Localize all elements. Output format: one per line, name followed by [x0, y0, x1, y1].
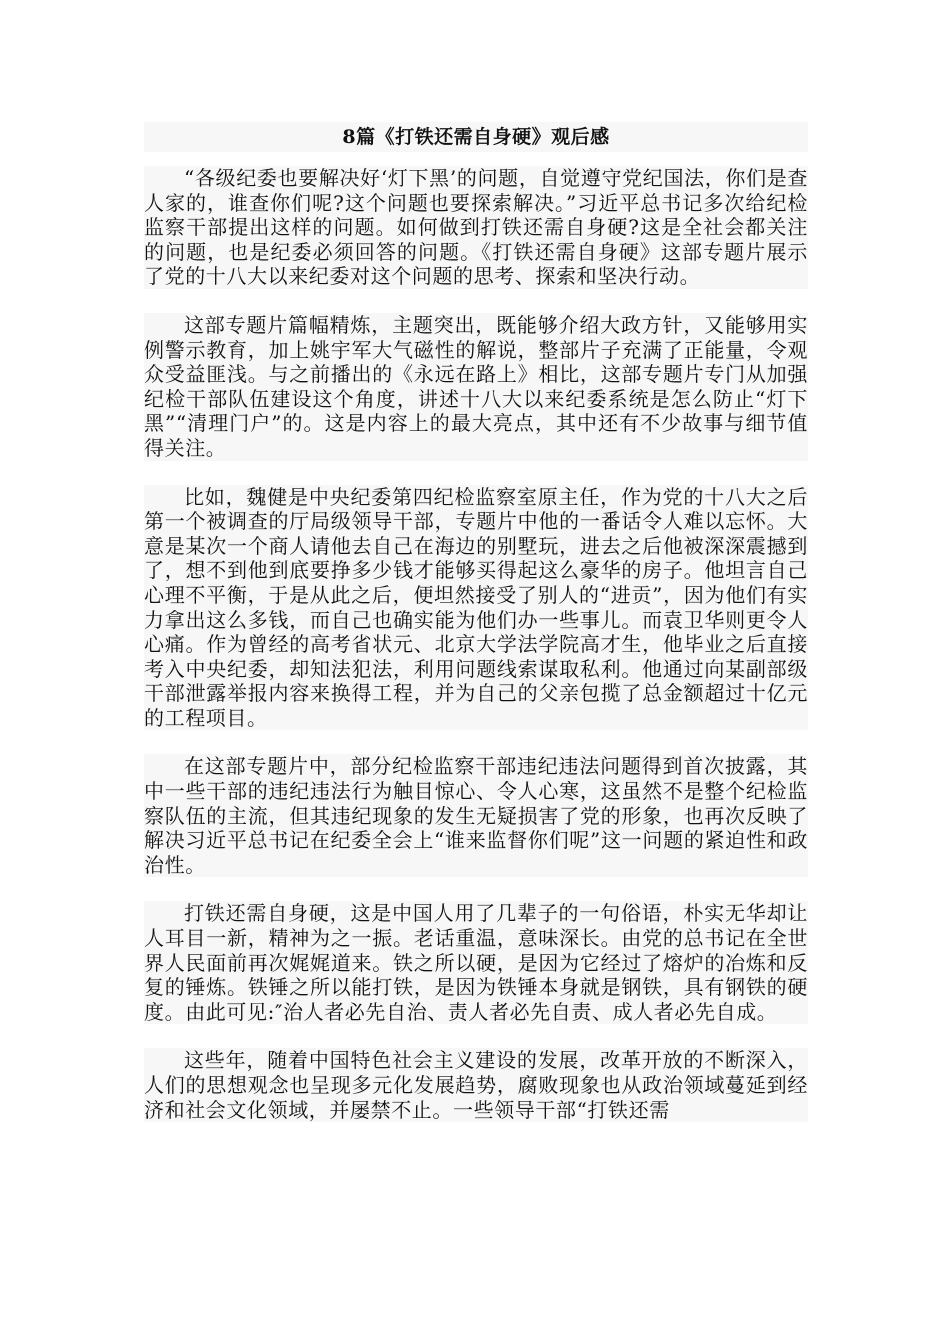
paragraph-6: 这些年，随着中国特色社会主义建设的发展，改革开放的不断深入，人们的思想观念也呈现多元化发展趋势，腐败现象也从政治领域蔓延到经济和社会文化领域，并屡禁不止。一些领导干部“打铁还需 — [144, 1048, 808, 1122]
paragraph-5: 打铁还需自身硬，这是中国人用了几辈子的一句俗语，朴实无华却让人耳目一新，精神为之一振。老话重温，意味深长。由党的总书记在全世界人民面前再次娓娓道来。铁之所以硬，是因为它经过了熔炉的冶炼和反复的锤炼。铁锤之所以能打铁，是因为铁锤本身就是钢铁，具有钢铁的硬度。由此可见:″治人者必先自治、责人者必先自责、成人者必先自成。 — [144, 901, 808, 1024]
paragraph-3: 比如，魏健是中央纪委第四纪检监察室原主任，作为党的十八大之后第一个被调查的厅局级领导干部，专题片中他的一番话令人难以忘怀。大意是某次一个商人请他去自己在海边的别墅玩，进去之后他被深深震撼到了，想不到他到底要挣多少钱才能够买得起这么豪华的房子。他坦言自己心理不平衡，于是从此之后，便坦然接受了别人的“进贡”，因为他们有实力拿出这么多钱，而自己也确实能为他们办一些事儿。而袁卫华则更令人心痛。作为曾经的高考省状元、北京大学法学院高才生，他毕业之后直接考入中央纪委，却知法犯法，利用问题线索谋取私利。他通过向某副部级干部泄露举报内容来换得工程，并为自己的父亲包揽了总金额超过十亿元的工程项目。 — [144, 484, 808, 730]
paragraph-1: “各级纪委也要解决好‘灯下黑’的问题，自觉遵守党纪国法，你们是查人家的，谁查你们呢?这个问题也要探索解决。”习近平总书记多次给纪检监察干部提出这样的问题。如何做到打铁还需自身硬?这是全社会都关注的问题，也是纪委必须回答的问题。《打铁还需自身硬》这部专题片展示了党的十八大以来纪委对这个问题的思考、探索和坚决行动。 — [144, 166, 808, 289]
document-title: 8篇《打铁还需自身硬》观后感 — [144, 122, 808, 152]
document-page — [144, 122, 808, 1122]
paragraph-2: 这部专题片篇幅精炼，主题突出，既能够介绍大政方针，又能够用实例警示教育，加上姚宇军大气磁性的解说，整部片子充满了正能量，令观众受益匪浅。与之前播出的《永远在路上》相比，这部专题片专门从加强纪检干部队伍建设这个角度，讲述十八大以来纪委系统是怎么防止“灯下黑”“清理门户”的。这是内容上的最大亮点，其中还有不少故事与细节值得关注。 — [144, 312, 808, 460]
paragraph-4: 在这部专题片中，部分纪检监察干部违纪违法问题得到首次披露，其中一些干部的违纪违法行为触目惊心、令人心寒，这虽然不是整个纪检监察队伍的主流，但其违纪现象的发生无疑损害了党的形象，也再次反映了解决习近平总书记在纪委全会上“谁来监督你们呢”这一问题的紧迫性和政治性。 — [144, 754, 808, 877]
